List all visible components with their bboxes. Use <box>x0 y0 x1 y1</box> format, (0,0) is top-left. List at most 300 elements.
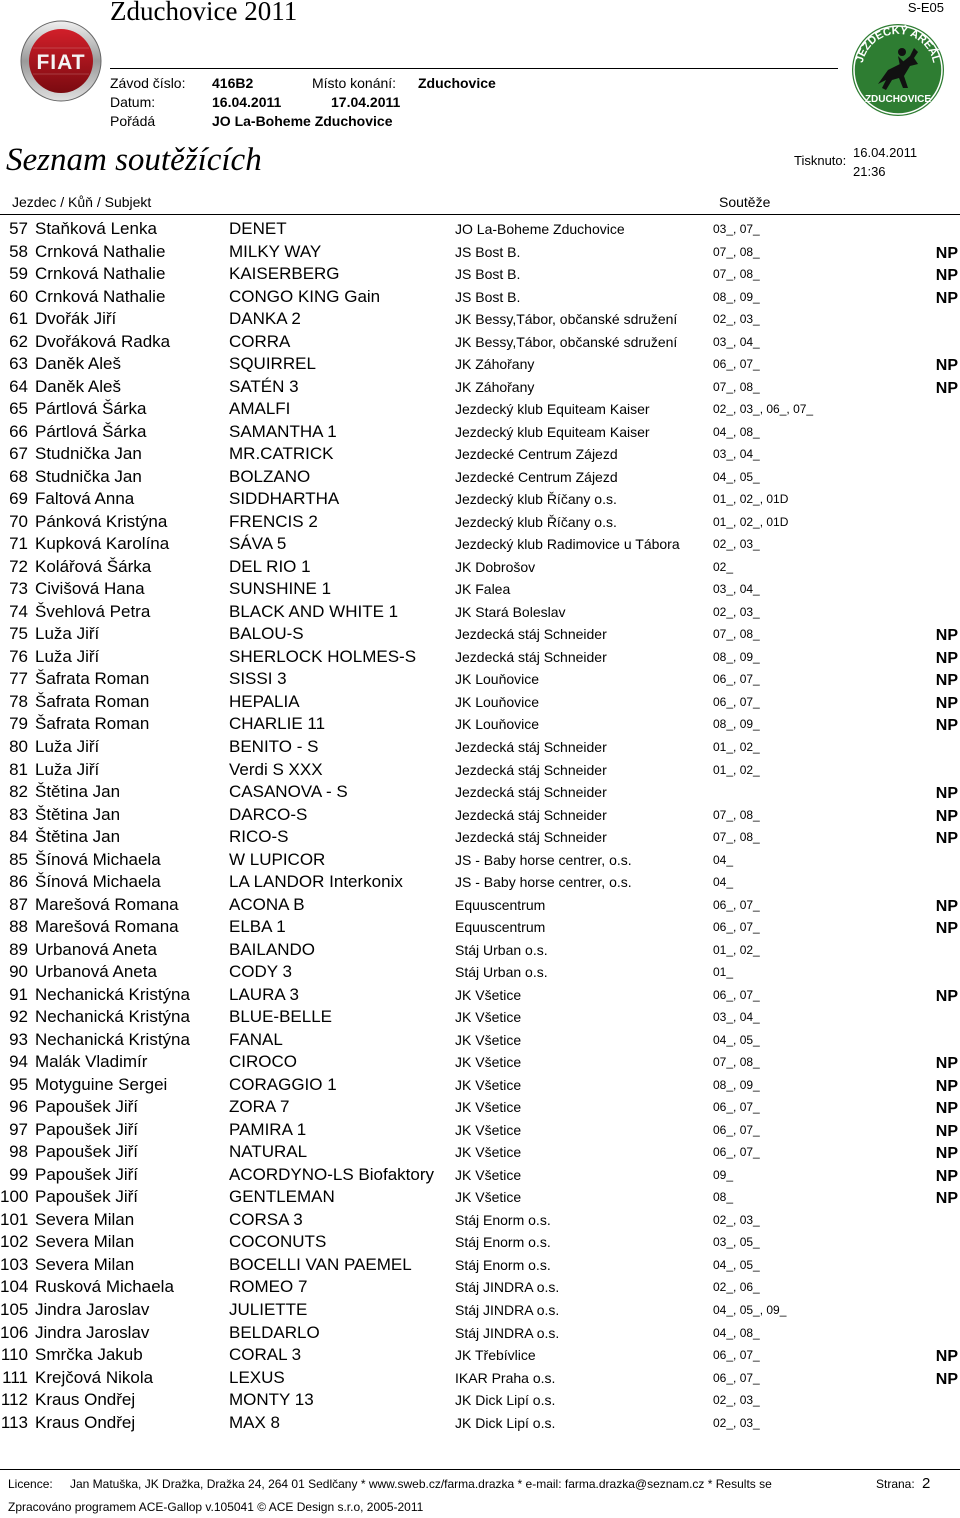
competitions: 07_, 08_ <box>713 830 760 844</box>
list-item <box>0 1390 960 1412</box>
organizer-label: Pořádá <box>110 113 156 129</box>
horse-name: SAMANTHA 1 <box>229 421 337 441</box>
list-item <box>0 692 960 714</box>
list-item <box>0 1187 960 1209</box>
club-name: JK Falea <box>455 581 511 598</box>
horse-name: CHARLIE 11 <box>229 714 326 734</box>
rider-name: Šínová Michaela <box>35 849 161 869</box>
rider-name: Jindra Jaroslav <box>35 1322 150 1342</box>
club-name: JK Bessy,Tábor, občanské sdružení <box>455 333 678 350</box>
rider-name: Studnička Jan <box>35 466 142 486</box>
competitor-number: 93 <box>9 1029 28 1049</box>
rider-name: Motyguine Sergei <box>35 1074 168 1094</box>
horse-name: SUNSHINE 1 <box>229 579 332 599</box>
list-item <box>0 647 960 669</box>
club-name: JS - Baby horse centrer, o.s. <box>455 851 632 868</box>
list-item <box>0 1255 960 1277</box>
competitions: 06_, 07_ <box>713 987 760 1002</box>
competitor-number: 90 <box>9 962 28 982</box>
list-item <box>0 1097 960 1119</box>
rider-name: Štětina Jan <box>35 804 121 824</box>
club-name: Jezdecký klub Radimovice u Tábora <box>455 536 680 553</box>
competitor-number: 67 <box>9 444 28 464</box>
np-flag: NP <box>935 1370 958 1388</box>
competitor-number: 78 <box>9 691 28 711</box>
club-name: JS Bost B. <box>455 243 521 260</box>
rider-name: Nechanická Kristýna <box>35 984 190 1004</box>
club-name: JK Všetice <box>455 1121 522 1138</box>
club-name: Jezdecký klub Equiteam Kaiser <box>455 423 650 440</box>
club-name: Jezdecká stáj Schneider <box>455 739 607 755</box>
list-item <box>0 219 960 241</box>
club-name: JK Louňovice <box>455 693 540 710</box>
np-flag: NP <box>935 379 958 397</box>
np-flag: NP <box>935 694 958 712</box>
horse-name: LA LANDOR Interkonix <box>229 872 403 892</box>
competitions: 01_, 02_, 01D <box>713 492 789 507</box>
areal-logo-text-top: JEZDECKÝ AREÁL <box>853 24 943 65</box>
club-name: JK Třebívlice <box>455 1347 536 1363</box>
competitions: 06_, 07_ <box>713 897 760 912</box>
horse-name: ACONA B <box>229 894 305 914</box>
np-flag: NP <box>935 244 958 262</box>
rider-name: Šínová Michaela <box>35 872 161 892</box>
rider-name: Šafrata Roman <box>35 669 150 689</box>
np-flag: NP <box>935 1167 958 1185</box>
list-item <box>0 760 960 782</box>
rider-name: Luža Jiří <box>35 759 100 779</box>
competitions: 08_, 09_ <box>713 289 760 304</box>
list-item <box>0 1165 960 1187</box>
np-flag: NP <box>935 897 958 915</box>
list-item <box>0 805 960 827</box>
competitor-number: 65 <box>9 399 28 419</box>
horse-name: CIROCO <box>229 1052 297 1072</box>
competitions: 06_, 07_ <box>713 1122 760 1137</box>
competitor-number: 101 <box>0 1209 29 1229</box>
club-name: JS - Baby horse centrer, o.s. <box>455 874 632 891</box>
horse-name: FANAL <box>229 1029 283 1049</box>
rider-name: Krejčová Nikola <box>35 1367 154 1387</box>
club-name: JK Bessy,Tábor, občanské sdružení <box>455 311 678 328</box>
printed-label: Tisknuto: <box>794 153 847 168</box>
club-name: Jezdecká stáj Schneider <box>455 626 607 643</box>
club-name: Jezdecká stáj Schneider <box>455 829 607 845</box>
club-name: JK Všetice <box>455 1099 522 1116</box>
club-name: Equuscentrum <box>455 896 546 913</box>
club-name: Stáj JINDRA o.s. <box>455 1302 560 1318</box>
club-name: Stáj JINDRA o.s. <box>455 1324 560 1341</box>
np-flag: NP <box>935 267 958 284</box>
club-name: Jezdecká stáj Schneider <box>455 761 607 778</box>
competitor-number: 79 <box>9 714 28 734</box>
competitor-number: 112 <box>0 1390 28 1409</box>
list-title: Seznam soutěžících <box>6 142 262 178</box>
rider-name: Kolářová Šárka <box>35 556 152 576</box>
list-item <box>0 534 960 556</box>
np-flag: NP <box>935 920 958 938</box>
competitor-number: 87 <box>9 894 28 914</box>
competitor-number: 76 <box>9 646 28 666</box>
horse-name: CASANOVA - S <box>229 782 348 801</box>
competitor-number: 89 <box>9 939 28 959</box>
date-label: Datum: <box>110 94 156 110</box>
date-from: 16.04.2011 <box>212 94 282 110</box>
competitions: 06_, 07_ <box>713 694 760 709</box>
competitions: 08_, 09_ <box>713 1077 760 1092</box>
club-name: Jezdecká stáj Schneider <box>455 806 607 823</box>
club-name: JK Všetice <box>455 1009 522 1026</box>
competitions: 02_, 06_ <box>713 1280 760 1295</box>
competitions: 06_, 07_ <box>713 1100 760 1115</box>
list-item <box>0 377 960 399</box>
competitor-number: 61 <box>9 309 28 329</box>
competitions: 02_, 03_ <box>713 312 760 327</box>
horse-name: BENITO - S <box>229 737 319 756</box>
club-name: JS Bost B. <box>455 288 521 305</box>
np-flag: NP <box>935 1100 958 1118</box>
competitor-number: 113 <box>0 1412 28 1432</box>
competitor-number: 98 <box>9 1142 28 1162</box>
rider-name: Dvořáková Radka <box>35 331 171 351</box>
club-name: Stáj Enorm o.s. <box>455 1256 551 1273</box>
competitor-number: 106 <box>0 1322 29 1342</box>
list-item <box>0 512 960 534</box>
club-name: JK Všetice <box>455 1031 522 1048</box>
printed-time: 21:36 <box>853 164 886 179</box>
horse-name: MILKY WAY <box>229 241 322 261</box>
venue: Zduchovice <box>418 75 496 91</box>
list-item <box>0 1323 960 1345</box>
list-item <box>0 1345 960 1367</box>
np-flag: NP <box>935 1122 958 1140</box>
horse-name: BLUE-BELLE <box>229 1007 332 1027</box>
horse-name: DEL RIO 1 <box>229 556 311 576</box>
list-item <box>0 1277 960 1299</box>
printed-date: 16.04.2011 <box>853 145 918 160</box>
np-flag: NP <box>935 357 958 375</box>
horse-name: CORRA <box>229 331 291 351</box>
horse-name: CORAGGIO 1 <box>229 1074 337 1094</box>
competitions: 04_, 08_ <box>713 424 760 439</box>
competitions: 02_, 03_ <box>713 604 760 619</box>
competitor-number: 81 <box>9 759 28 779</box>
list-item <box>0 669 960 691</box>
list-item <box>0 264 960 286</box>
list-item <box>0 422 960 444</box>
rider-name: Crnková Nathalie <box>35 241 166 261</box>
rider-name: Severa Milan <box>35 1254 135 1274</box>
rider-name: Jindra Jaroslav <box>35 1300 150 1319</box>
competitor-number: 86 <box>9 872 28 892</box>
list-item <box>0 895 960 917</box>
horse-name: SATÉN 3 <box>229 376 299 396</box>
date-to: 17.04.2011 <box>331 94 401 110</box>
competitions: 04_, 05_ <box>713 469 760 484</box>
licence-label: Licence: <box>8 1477 53 1491</box>
footer-divider <box>0 1469 960 1470</box>
competitions: 06_, 07_ <box>713 672 760 687</box>
rider-name: Pártlová Šárka <box>35 399 147 419</box>
horse-name: ELBA 1 <box>229 917 286 937</box>
horse-name: SHERLOCK HOLMES-S <box>229 646 417 666</box>
horse-name: PAMIRA 1 <box>229 1119 307 1139</box>
competitor-number: 70 <box>9 511 28 531</box>
rider-name: Daněk Aleš <box>35 376 121 396</box>
list-item <box>0 579 960 601</box>
competitor-number: 83 <box>9 804 28 824</box>
column-header-competitions: Soutěže <box>719 194 771 210</box>
competitions: 08_, 09_ <box>713 649 760 664</box>
rider-name: Smrčka Jakub <box>35 1345 143 1364</box>
club-name: JK Dick Lipí o.s. <box>455 1414 556 1431</box>
licence-text: Jan Matuška, JK Dražka, Dražka 24, 264 01 Sedlčany * www.sweb.cz/farma.drazka * e-mail: farma.drazka@seznam.cz * Results se <box>70 1477 772 1491</box>
club-name: JO La-Boheme Zduchovice <box>455 221 625 237</box>
list-item <box>0 737 960 759</box>
horse-name: LEXUS <box>229 1367 285 1387</box>
list-item <box>0 602 960 624</box>
horse-name: RICO-S <box>229 827 289 846</box>
rider-name: Civišová Hana <box>35 579 145 599</box>
club-name: JK Všetice <box>455 1189 522 1206</box>
rider-name: Daněk Aleš <box>35 354 121 374</box>
competitor-number: 111 <box>2 1367 28 1387</box>
competitions: 04_, 05_, 09_ <box>713 1303 787 1317</box>
club-name: Jezdecký klub Říčany o.s. <box>455 491 617 508</box>
competitions: 03_, 04_ <box>713 582 760 597</box>
club-name: JK Všetice <box>455 1144 522 1161</box>
competitor-number: 59 <box>9 264 28 283</box>
competitions: 01_, 02_ <box>713 762 760 777</box>
competitions: 01_, 02_ <box>713 740 760 754</box>
np-flag: NP <box>935 627 958 645</box>
horse-name: ZORA 7 <box>229 1097 290 1117</box>
club-name: JK Louňovice <box>455 671 540 688</box>
np-flag: NP <box>935 1145 958 1163</box>
competitor-number: 80 <box>9 737 28 756</box>
competitor-number: 60 <box>9 286 28 306</box>
areal-logo <box>848 18 948 118</box>
horse-name: LAURA 3 <box>229 984 299 1004</box>
competitions: 01_, 02_, 01D <box>713 514 789 529</box>
organizer: JO La-Boheme Zduchovice <box>212 113 393 129</box>
competitions: 02_, 03_ <box>713 1415 760 1430</box>
horse-name: CODY 3 <box>229 962 292 982</box>
competitions: 03_, 07_ <box>713 222 760 236</box>
horse-name: SISSI 3 <box>229 669 287 689</box>
horse-name: MR.CATRICK <box>229 444 334 464</box>
competitor-number: 62 <box>9 331 28 351</box>
np-flag: NP <box>935 649 958 667</box>
club-name: JK Dick Lipí o.s. <box>455 1392 556 1408</box>
list-item <box>0 1368 960 1390</box>
competitions: 02_, 03_ <box>713 1212 760 1227</box>
race-no: 416B2 <box>212 75 254 91</box>
horse-name: MONTY 13 <box>229 1390 314 1409</box>
list-item <box>0 1142 960 1164</box>
competitor-number: 104 <box>0 1277 29 1297</box>
list-item <box>0 714 960 736</box>
competitions: 02_, 03_ <box>713 1393 760 1407</box>
list-item <box>0 917 960 939</box>
competitions: 02_, 03_ <box>713 537 760 552</box>
competitions: 07_, 08_ <box>713 379 760 394</box>
horse-name: BOLZANO <box>229 466 311 486</box>
competitor-number: 64 <box>9 376 28 396</box>
rider-name: Luža Jiří <box>35 624 100 644</box>
np-flag: NP <box>935 717 958 735</box>
list-item <box>0 850 960 872</box>
np-flag: NP <box>935 672 958 690</box>
horse-name: DENET <box>229 219 287 238</box>
list-item <box>0 1007 960 1029</box>
horse-name: CORSA 3 <box>229 1209 303 1229</box>
list-item <box>0 309 960 331</box>
club-name: JK Záhořany <box>455 378 535 395</box>
rider-name: Urbanová Aneta <box>35 939 157 959</box>
list-item <box>0 399 960 421</box>
rider-name: Švehlová Petra <box>35 601 151 621</box>
competitor-number: 71 <box>9 534 28 554</box>
column-header-divider <box>0 214 960 215</box>
rider-name: Kraus Ondřej <box>35 1412 136 1432</box>
horse-name: DARCO-S <box>229 804 308 824</box>
club-name: Stáj Enorm o.s. <box>455 1211 551 1228</box>
rider-name: Nechanická Kristýna <box>35 1007 190 1027</box>
competitions: 06_, 07_ <box>713 1145 760 1160</box>
competitor-number: 94 <box>9 1052 28 1072</box>
competitions: 06_, 07_ <box>713 1348 760 1362</box>
column-header-rider: Jezdec / Kůň / Subjekt <box>12 194 152 210</box>
horse-name: BALOU-S <box>229 624 304 644</box>
rider-name: Rusková Michaela <box>35 1277 174 1297</box>
np-flag: NP <box>935 1055 958 1073</box>
list-item <box>0 782 960 804</box>
rider-name: Dvořák Jiří <box>35 309 117 329</box>
rider-name: Crnková Nathalie <box>35 264 166 283</box>
competitor-number: 85 <box>9 849 28 869</box>
competitor-number: 73 <box>9 579 28 599</box>
club-name: Jezdecké Centrum Zájezd <box>455 468 618 485</box>
competitions: 01_ <box>713 965 734 980</box>
horse-name: W LUPICOR <box>229 849 326 869</box>
horse-name: DANKA 2 <box>229 309 301 329</box>
horse-name: CORAL 3 <box>229 1345 302 1364</box>
list-item <box>0 1413 960 1435</box>
rider-name: Marešová Romana <box>35 894 179 914</box>
competitions: 03_, 04_ <box>713 1010 760 1025</box>
horse-name: BOCELLI VAN PAEMEL <box>229 1254 412 1274</box>
competitor-number: 75 <box>9 624 28 644</box>
competitions: 02_, 03_, 06_, 07_ <box>713 402 814 417</box>
rider-name: Studnička Jan <box>35 444 142 464</box>
page-title: Zduchovice 2011 <box>110 0 298 26</box>
list-item <box>0 467 960 489</box>
rider-name: Pártlová Šárka <box>35 421 147 441</box>
rider-name: Šafrata Roman <box>35 691 150 711</box>
horse-name: HEPALIA <box>229 691 300 711</box>
rider-name: Papoušek Jiří <box>35 1164 138 1184</box>
fiat-logo <box>20 20 102 112</box>
rider-name: Nechanická Kristýna <box>35 1029 190 1049</box>
rider-name: Malák Vladimír <box>35 1052 148 1072</box>
horse-name: SÁVA 5 <box>229 534 287 554</box>
rider-name: Urbanová Aneta <box>35 962 157 982</box>
list-item <box>0 287 960 309</box>
competitions: 04_ <box>713 852 734 867</box>
competitor-number: 68 <box>9 466 28 486</box>
race-no-label: Závod číslo: <box>110 75 186 91</box>
competitions: 08_, 09_ <box>713 717 760 732</box>
club-name: Stáj JINDRA o.s. <box>455 1279 560 1296</box>
competitor-number: 57 <box>9 219 28 238</box>
competitor-number: 84 <box>9 827 28 846</box>
list-item <box>0 872 960 894</box>
competitions: 03_, 04_ <box>713 334 760 349</box>
horse-name: ROMEO 7 <box>229 1277 308 1297</box>
rider-name: Šafrata Roman <box>35 714 150 734</box>
horse-name: Verdi S XXX <box>229 759 323 779</box>
competitor-number: 77 <box>9 669 28 689</box>
competitor-number: 82 <box>9 782 28 801</box>
horse-name: GENTLEMAN <box>229 1187 335 1207</box>
list-item <box>0 940 960 962</box>
competitor-number: 105 <box>0 1300 29 1319</box>
list-item <box>0 1075 960 1097</box>
horse-name: NATURAL <box>229 1142 308 1162</box>
club-name: JK Louňovice <box>455 716 540 733</box>
rider-name: Luža Jiří <box>35 646 100 666</box>
club-name: JK Všetice <box>455 1076 522 1093</box>
competitor-number: 110 <box>0 1345 28 1364</box>
competitor-number: 97 <box>9 1119 28 1139</box>
competitor-number: 103 <box>0 1254 29 1274</box>
horse-name: ACORDYNO-LS Biofaktory <box>229 1164 434 1184</box>
list-item <box>0 827 960 849</box>
rider-name: Pánková Kristýna <box>35 511 168 531</box>
competitions: 04_ <box>713 875 734 890</box>
horse-name: JULIETTE <box>229 1300 308 1319</box>
competitions: 07_, 08_ <box>713 807 760 822</box>
rider-name: Papoušek Jiří <box>35 1142 138 1162</box>
club-name: Jezdecký klub Říčany o.s. <box>455 513 617 530</box>
club-name: JK Všetice <box>455 986 522 1003</box>
competitor-number: 92 <box>9 1007 28 1027</box>
competitor-number: 99 <box>9 1164 28 1184</box>
club-name: IKAR Praha o.s. <box>455 1369 556 1386</box>
rider-name: Kupková Karolína <box>35 534 170 554</box>
list-item <box>0 1030 960 1052</box>
club-name: Stáj Urban o.s. <box>455 964 548 981</box>
rider-name: Severa Milan <box>35 1209 135 1229</box>
club-name: Jezdecká stáj Schneider <box>455 648 607 665</box>
club-name: Jezdecká stáj Schneider <box>455 784 607 800</box>
horse-name: SIDDHARTHA <box>229 489 340 509</box>
np-flag: NP <box>935 987 958 1005</box>
list-item <box>0 354 960 376</box>
np-flag: NP <box>935 807 958 825</box>
areal-logo-text-bottom: ZDUCHOVICE <box>864 94 932 105</box>
competitions: 01_, 02_ <box>713 942 760 957</box>
competitions: 04_, 08_ <box>713 1325 760 1340</box>
competitor-number: 58 <box>9 241 28 261</box>
competitions: 06_, 07_ <box>713 920 760 935</box>
np-flag: NP <box>935 1348 958 1365</box>
competitor-number: 102 <box>0 1232 29 1252</box>
list-item <box>0 1210 960 1232</box>
venue-label: Místo konání: <box>312 75 397 91</box>
club-name: JK Všetice <box>455 1166 522 1183</box>
